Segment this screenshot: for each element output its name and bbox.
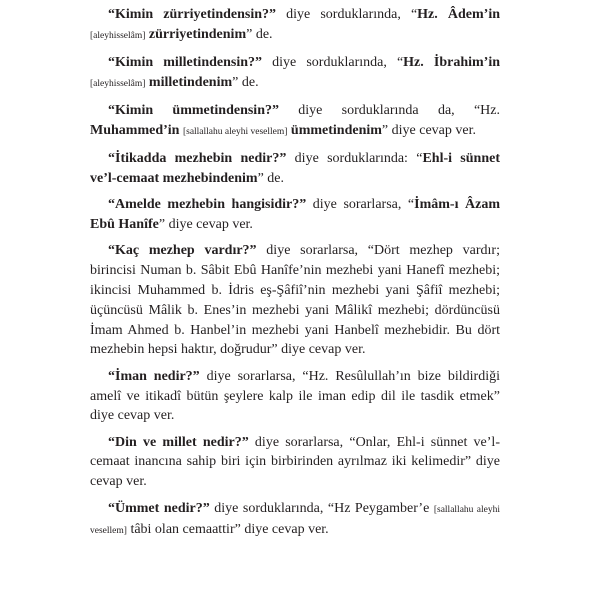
paragraph bbox=[90, 367, 500, 426]
text-run: milletindenim bbox=[148, 74, 233, 90]
paragraph bbox=[90, 433, 500, 492]
text-run: [aleyhisselâm] bbox=[90, 78, 146, 89]
text-run: tâbi olan cemaattir” diye cevap ver. bbox=[126, 522, 329, 538]
text-run: diye sorduklarında, “ bbox=[276, 7, 418, 22]
text-run: “Ümmet nedir?” bbox=[108, 500, 210, 516]
text-run: [aleyhisselâm] bbox=[90, 30, 146, 41]
text-run: diye sorduklarında da, “Hz. bbox=[278, 103, 500, 119]
paragraph bbox=[90, 195, 500, 235]
paragraph bbox=[90, 101, 500, 143]
paragraph bbox=[90, 53, 500, 95]
text-run: Ehl-i sünnet ve’l-cemaat mezhebindenim bbox=[90, 151, 500, 187]
document-page bbox=[90, 5, 500, 549]
text-run: “Amelde mezhebin hangisidir?” bbox=[108, 197, 307, 213]
text-run: diye sorarlarsa, “Hz. Resûlullah’ın bize bildirdiği amelî ve itikadî bütün şeylere kalp ile iman edip dil ile tasdik etmek” diye cevap ver. bbox=[90, 368, 500, 424]
text-run: ” de. bbox=[232, 74, 259, 90]
text-run: “Kimin zürriyetindensin?” bbox=[108, 7, 277, 22]
text-run: “Din ve millet nedir?” bbox=[108, 434, 249, 450]
text-run: zürriyetindenim bbox=[148, 26, 247, 42]
paragraph bbox=[90, 499, 500, 543]
text-run: diye sorarlarsa, “Onlar, Ehl-i sünnet ve’l-cemaat inancına sahip biri için birbirinden ayrılmaz iki kelimedir” diye cevap ver. bbox=[90, 434, 500, 490]
text-run: [sallallahu aleyhi vesellem] bbox=[182, 126, 288, 137]
text-run: [sallallahu aleyhi vesellem] bbox=[90, 504, 501, 537]
text-run: Hz. Âdem’in bbox=[417, 7, 501, 22]
text-run: diye sorduklarında, “ bbox=[262, 55, 404, 71]
text-run: ” diye cevap ver. bbox=[158, 217, 253, 233]
paragraph bbox=[90, 241, 500, 360]
text-run: “Kimin milletindensin?” bbox=[108, 55, 263, 71]
text-run: ümmetindenim bbox=[290, 122, 382, 138]
text-run: ” diye cevap ver. bbox=[381, 122, 476, 138]
text-run: ” de. bbox=[246, 26, 273, 42]
text-run: “Kaç mezhep vardır?” bbox=[108, 243, 257, 259]
text-run: ” de. bbox=[257, 171, 285, 187]
text-run: diye sorduklarında: “ bbox=[286, 151, 423, 167]
text-run: Hz. İbrahim’in bbox=[403, 55, 500, 71]
text-run: diye sorarlarsa, “Dört mezhep vardır; birincisi Numan b. Sâbit Ebû Hanîfe’nin mezhebi yani Hanefî mezhebi; ikincisi Muhammed b. İdris eş-Şâfiî’nin mezhebi yani Şâfiî mezhebi; üçüncüsü Mâlik b. Enes’in mezhebi yani Mâlikî mezhebi; dördüncüsü İmam Ahmed b. Hanbel’in mezhebi yani Hanbelî mezhebidir. Bu dört mezhebin hepsi haktır, doğrudur” diye cevap ver. bbox=[90, 243, 500, 358]
text-run: “Kimin ümmetindensin?” bbox=[108, 103, 279, 119]
paragraph bbox=[90, 5, 500, 47]
paragraph bbox=[90, 149, 500, 189]
text-run: diye sorarlarsa, “ bbox=[306, 197, 415, 213]
text-run: Muhammed’in bbox=[90, 122, 180, 138]
text-run: “İman nedir?” bbox=[108, 368, 200, 384]
text-run: diye sorduklarında, “Hz Peygamber’e bbox=[209, 500, 434, 516]
text-run: İmâm-ı Âzam Ebû Hanîfe bbox=[90, 197, 501, 233]
text-run: “İtikadda mezhebin nedir?” bbox=[108, 151, 287, 167]
